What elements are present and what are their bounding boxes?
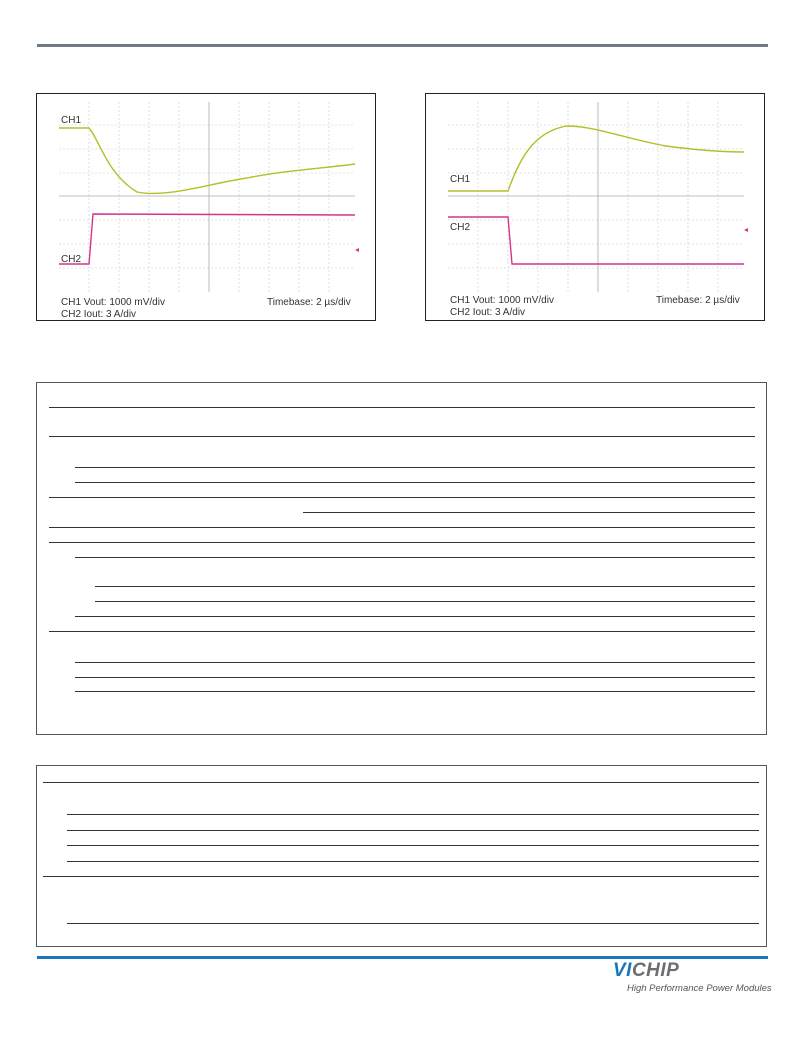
scope-footer-timebase: Timebase: 2 µs/div: [267, 297, 351, 308]
scope-plot-2: [426, 94, 766, 322]
table-rule: [67, 845, 759, 846]
ch1-label: CH1: [61, 115, 82, 126]
table-rule: [49, 436, 755, 437]
header-rule: [37, 44, 768, 47]
scope-footer-iout: CH2 Iout: 3 A/div: [61, 309, 137, 320]
table-rule: [67, 861, 759, 862]
brand-tagline: High Performance Power Modules: [627, 983, 772, 994]
scope-footer-vout: CH1 Vout: 1000 mV/div: [450, 295, 554, 306]
table-rule: [75, 467, 755, 468]
ch1-trace-2: [448, 126, 744, 191]
table-rule: [95, 586, 755, 587]
table-rule: [75, 616, 755, 617]
table-rule: [67, 923, 759, 924]
table-rule: [49, 631, 755, 632]
ch1-trace-1: [59, 128, 355, 193]
table-rule: [95, 601, 755, 602]
spec-table-2: [36, 765, 767, 947]
vichip-logo: VICHIP: [613, 960, 680, 981]
scope-footer-vout: CH1 Vout: 1000 mV/div: [61, 297, 165, 308]
spec-table-1: [36, 382, 767, 735]
table-rule: [49, 497, 755, 498]
table-rule: [43, 876, 759, 877]
scope-footer-timebase: Timebase: 2 µs/div: [656, 295, 740, 306]
ch2-label: CH2: [61, 254, 82, 265]
footer-rule: [37, 956, 768, 959]
table-rule: [67, 814, 759, 815]
table-rule: [49, 527, 755, 528]
table-rule: [303, 512, 755, 513]
ch1-label: CH1: [450, 174, 471, 185]
table-rule: [67, 830, 759, 831]
oscilloscope-load-step-up: [36, 93, 376, 321]
table-rule: [75, 482, 755, 483]
scope-grid-1: [59, 102, 355, 292]
ch2-trace-2: [448, 217, 744, 264]
scope-plot-1: [37, 94, 377, 322]
table-rule: [43, 782, 759, 783]
ch2-marker-2: [744, 228, 748, 232]
table-rule: [49, 542, 755, 543]
ch2-label: CH2: [450, 222, 471, 233]
ch2-trace-1: [59, 214, 355, 264]
scope-footer-iout: CH2 Iout: 3 A/div: [450, 307, 526, 318]
table-rule: [75, 677, 755, 678]
oscilloscope-load-step-down: [425, 93, 765, 321]
table-rule: [75, 691, 755, 692]
table-rule: [75, 557, 755, 558]
ch2-marker-1: [355, 248, 359, 252]
table-rule: [75, 662, 755, 663]
table-rule: [49, 407, 755, 408]
